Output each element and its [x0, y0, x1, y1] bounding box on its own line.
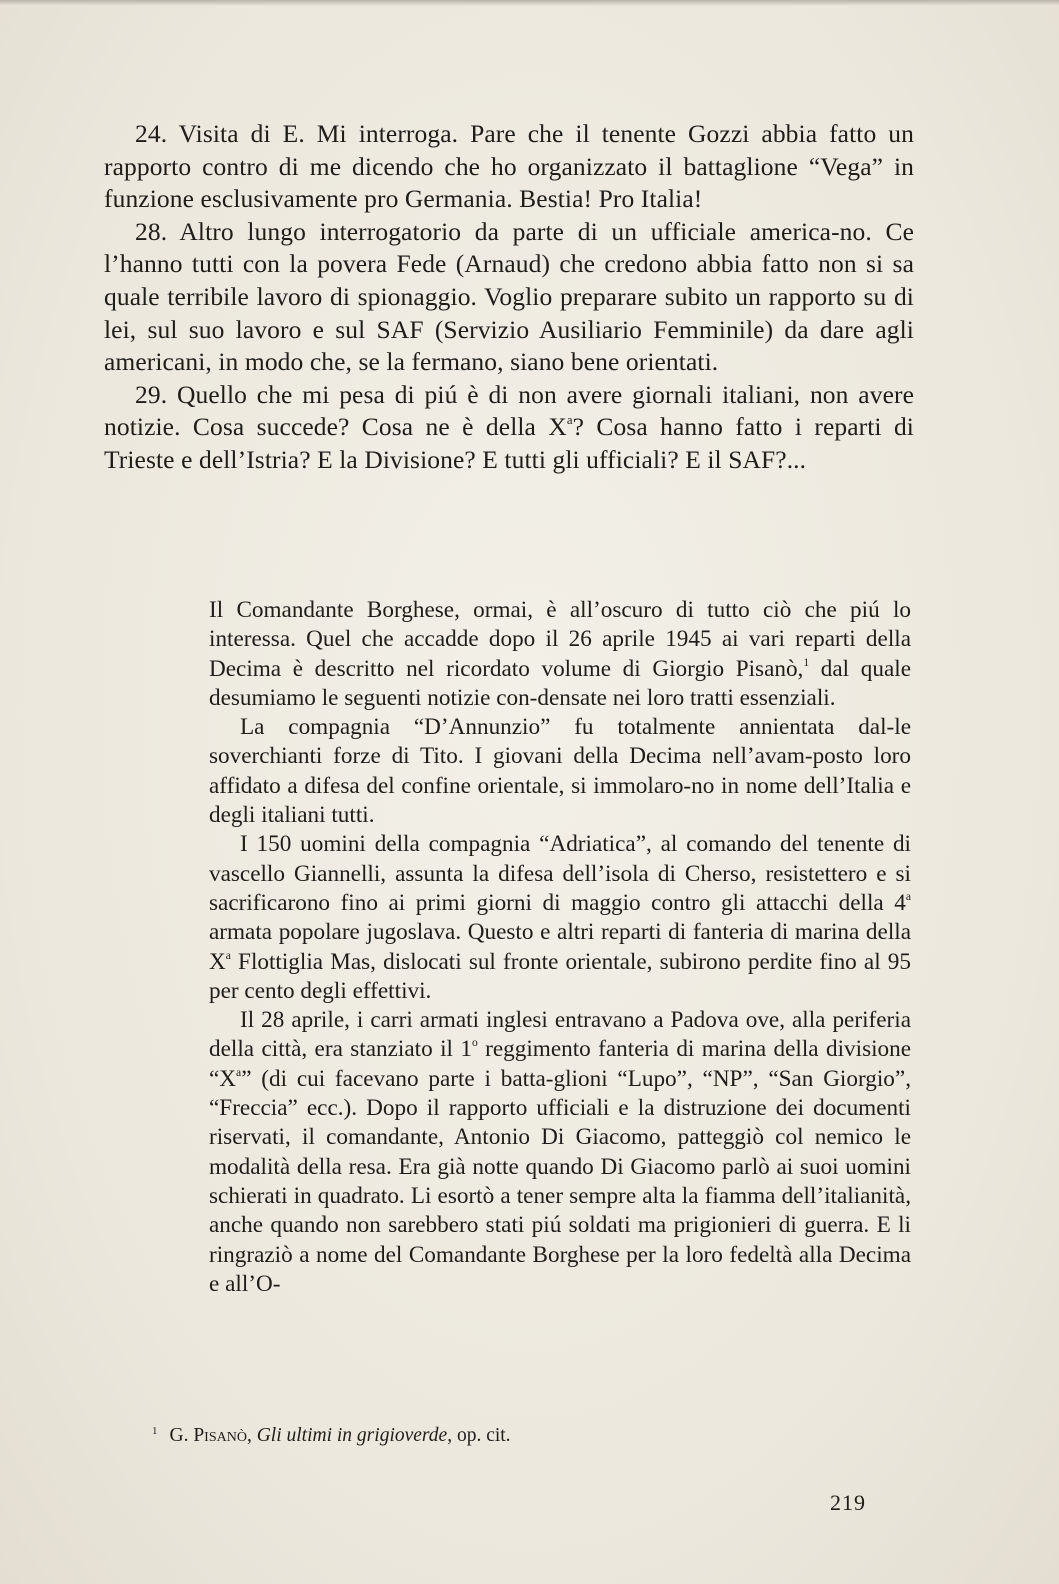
- page-top-edge: [0, 0, 1059, 6]
- narrative-paragraph: Il Comandante Borghese, ormai, è all’oscuro di tutto ciò che piú lo interessa. Quel che accadde dopo il 26 aprile 1945 ai vari reparti della Decima è descritto nel ricordato volume di Giorgio Pisanò,$^1$ dal quale desumiamo le seguenti notizie con-densate nei loro tratti essenziali.: [209, 597, 911, 711]
- footnote: $^1$ G. Pisanò, Gli ultimi in grigioverde, op. cit.: [152, 1425, 511, 1446]
- page-number: 219: [830, 1490, 866, 1515]
- footnote-author: G. Pisanò: [169, 1425, 247, 1446]
- diary-excerpt: [104, 118, 914, 477]
- narrative-paragraph: I 150 uomini della compagnia “Adriatica”, al comando del tenente di vascello Giannelli, assunta la difesa dell’isola di Cherso, resistettero e si sacrificarono fino ai primi giorni di maggio contro gli attacchi della 4$^a$ armata popolare jugoslava. Questo e altri reparti di fanteria di marina della $X^a$ Flottiglia Mas, dislocati sul fronte orientale, subirono perdite fino al 95 per cento degli effettivi.: [209, 831, 911, 1004]
- narrative-paragraph: Il 28 aprile, i carri armati inglesi entravano a Padova ove, alla periferia della città, era stanziato il 1$^o$ reggimento fanteria di marina della divisione “$X^a$” (di cui facevano parte i batta-glioni “Lupo”, “NP”, “San Giorgio”, “Freccia” ecc.). Dopo il rapporto ufficiali e la distruzione dei documenti riservati, il comandante, Antonio Di Giacomo, patteggiò col nemico le modalità della resa. Era già notte quando Di Giacomo parlò ai suoi uomini schierati in quadrato. Li esortò a tener sempre alta la fiamma dell’italianità, anche quando non sarebbero stati piú soldati ma prigionieri di guerra. E li ringraziò a nome del Comandante Borghese per la loro fedeltà alla Decima e all’O-: [209, 1007, 912, 1297]
- footnote-reference: 1: [803, 655, 810, 669]
- diary-entry-28: 28. Altro lungo interrogatorio da parte di un ufficiale america-no. Ce l’hanno tutti con la povera Fede (Arnaud) che credono abbia fatto non si sa quale terribile lavoro di spionaggio. Voglio preparare subito un rapporto su di lei, sul suo lavoro e sul SAF (Servizio Ausiliario Femminile) da dare agli americani, in modo che, se la fermano, siano bene orientati.: [104, 216, 914, 377]
- footnote-mark: 1: [152, 1425, 158, 1437]
- narrative-text: [209, 596, 911, 1299]
- diary-entry-24: 24. Visita di E. Mi interroga. Pare che il tenente Gozzi abbia fatto un rapporto contro di me dicendo che ho organizzato il battaglione “Vega” in funzione esclusivamente pro Germania. Bestia! Pro Italia!: [104, 119, 914, 214]
- diary-entry-29: 29. Quello che mi pesa di piú è di non avere giornali italiani, non avere notizie. Cosa succede? Cosa ne è della $X^a$? Cosa hanno fatto i reparti di Trieste e dell’Istria? E la Divisione? E tutti gli ufficiali? E il SAF?...: [104, 379, 914, 474]
- narrative-paragraph: La compagnia “D’Annunzio” fu totalmente annientata dal-le soverchianti forze di Tito. I giovani della Decima nell’avam-posto loro affidato a difesa del confine orientale, si immolaro-no in nome dell’Italia e degli italiani tutti.: [209, 714, 911, 829]
- footnote-title: Gli ultimi in grigioverde: [256, 1425, 448, 1446]
